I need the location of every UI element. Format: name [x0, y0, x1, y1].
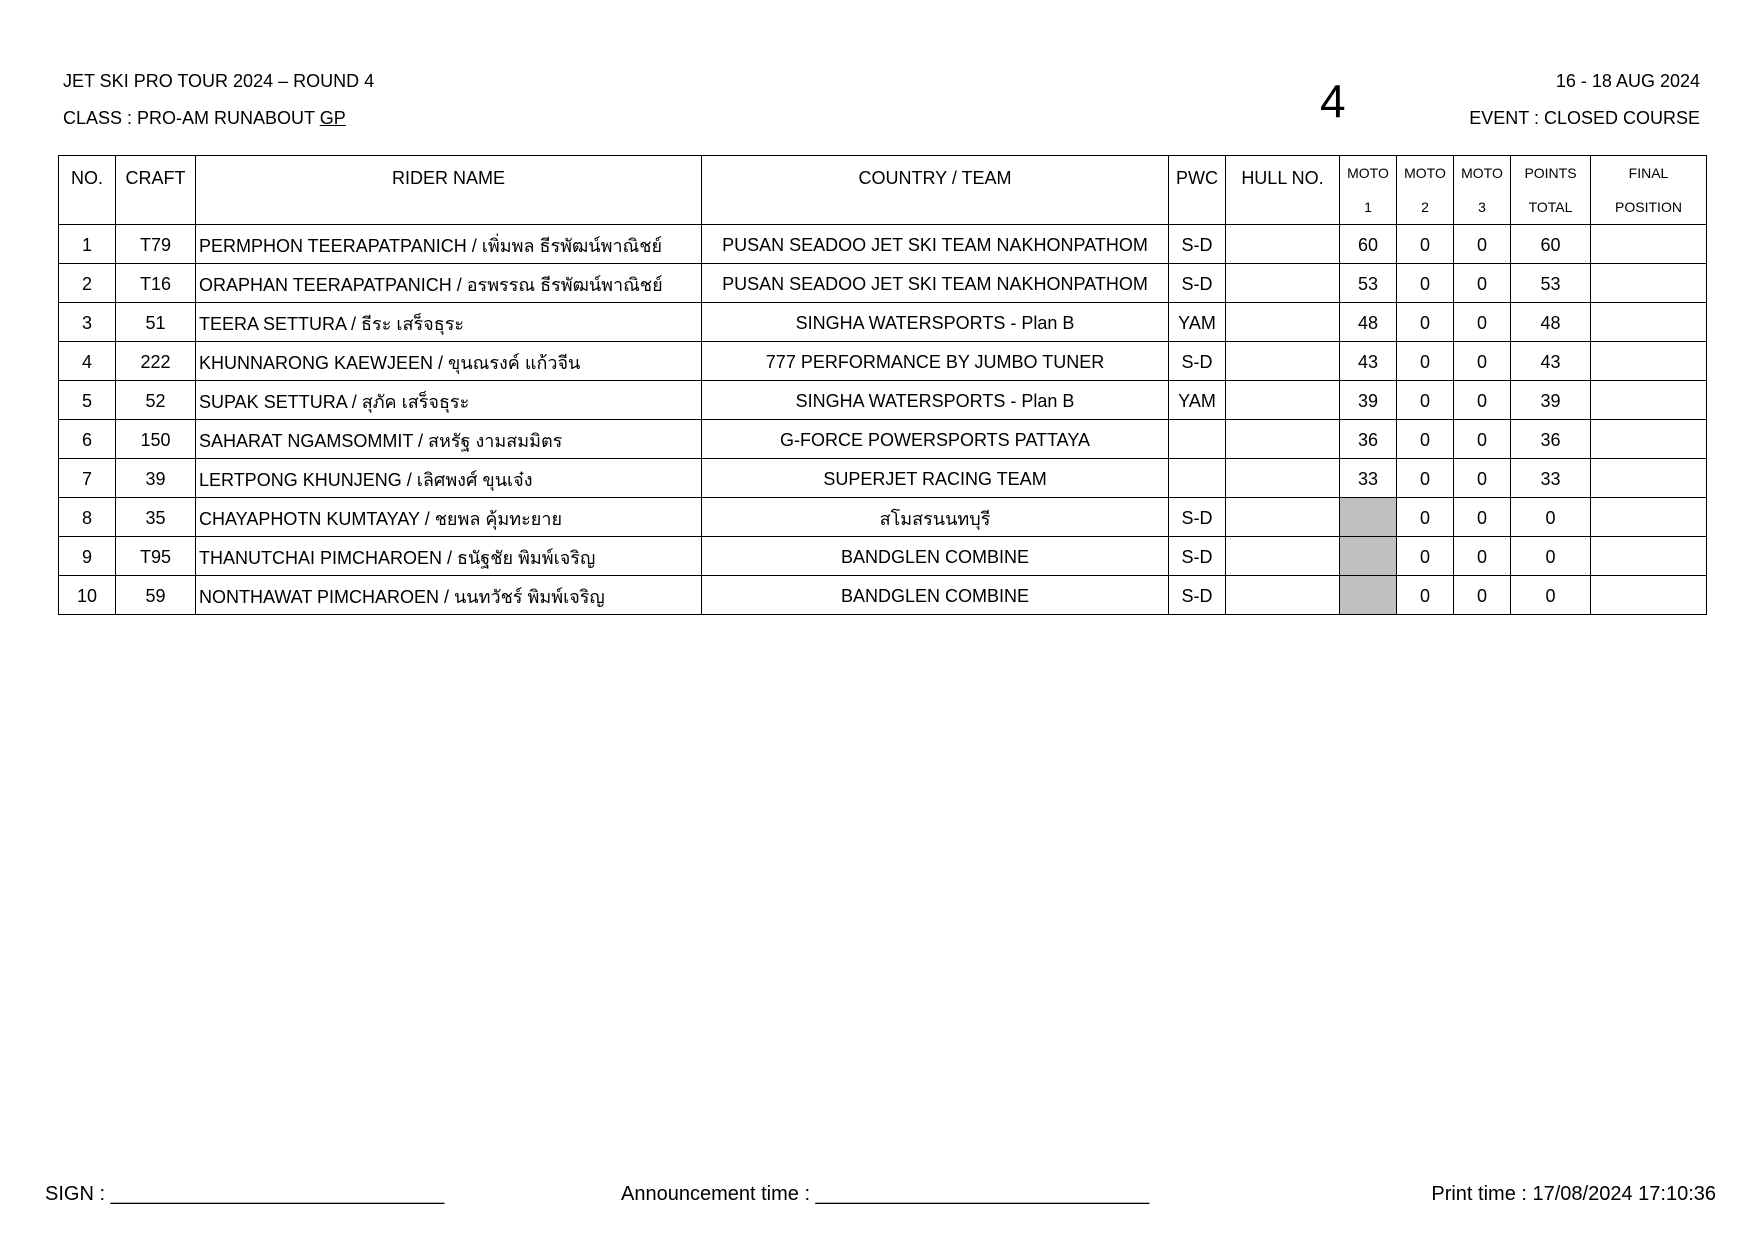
cell-hull-no: [1226, 225, 1340, 264]
cell-craft: T95: [116, 537, 196, 576]
cell-final-position: [1591, 225, 1707, 264]
cell-hull-no: [1226, 381, 1340, 420]
cell-no: 8: [59, 498, 116, 537]
cell-pwc: S-D: [1169, 225, 1226, 264]
cell-moto3: 0: [1454, 342, 1511, 381]
cell-team: 777 PERFORMANCE BY JUMBO TUNER: [702, 342, 1169, 381]
cell-hull-no: [1226, 303, 1340, 342]
cell-team: PUSAN SEADOO JET SKI TEAM NAKHONPATHOM: [702, 225, 1169, 264]
cell-moto3: 0: [1454, 381, 1511, 420]
cell-hull-no: [1226, 576, 1340, 615]
cell-final-position: [1591, 264, 1707, 303]
cell-final-position: [1591, 420, 1707, 459]
results-body: [59, 225, 1707, 615]
event-date: 16 - 18 AUG 2024: [1555, 71, 1700, 91]
cell-craft: 150: [116, 420, 196, 459]
cell-pwc: S-D: [1169, 342, 1226, 381]
col-header-points-line2: TOTAL: [1528, 199, 1573, 215]
cell-rider-name: PERMPHON TEERAPATPANICH / เพิ่มพล ธีรพัฒน์พาณิชย์: [196, 225, 702, 264]
cell-moto1: 36: [1340, 420, 1397, 459]
col-header-moto2-line1: MOTO: [1404, 165, 1446, 181]
table-row: [59, 498, 1707, 537]
cell-pwc: [1169, 459, 1226, 498]
event-title: JET SKI PRO TOUR 2024 – ROUND 4: [63, 71, 375, 91]
cell-final-position: [1591, 537, 1707, 576]
class-gp: GP: [319, 108, 346, 128]
cell-team: SINGHA WATERSPORTS - Plan B: [702, 303, 1169, 342]
cell-craft: 51: [116, 303, 196, 342]
col-header-rider: RIDER NAME: [196, 156, 702, 225]
cell-hull-no: [1226, 264, 1340, 303]
cell-moto3: 0: [1454, 537, 1511, 576]
cell-no: 4: [59, 342, 116, 381]
cell-rider-name: TEERA SETTURA / ธีระ เสร็จธุระ: [196, 303, 702, 342]
cell-moto2: 0: [1397, 342, 1454, 381]
cell-rider-name: SUPAK SETTURA / สุภัค เสร็จธุระ: [196, 381, 702, 420]
cell-moto3: 0: [1454, 225, 1511, 264]
cell-moto1: 60: [1340, 225, 1397, 264]
col-header-no: NO.: [59, 156, 116, 225]
col-header-final-line2: POSITION: [1615, 199, 1682, 215]
table-row: [59, 420, 1707, 459]
cell-moto2: 0: [1397, 225, 1454, 264]
cell-craft: 35: [116, 498, 196, 537]
table-row: [59, 303, 1707, 342]
col-header-moto1-line1: MOTO: [1347, 165, 1389, 181]
cell-team: SINGHA WATERSPORTS - Plan B: [702, 381, 1169, 420]
cell-team: สโมสรนนทบุรี: [702, 498, 1169, 537]
cell-moto2: 0: [1397, 420, 1454, 459]
cell-moto1: [1340, 576, 1397, 615]
cell-craft: 39: [116, 459, 196, 498]
announcement-time-line: Announcement time : ______________________________: [621, 1183, 1150, 1205]
cell-hull-no: [1226, 459, 1340, 498]
cell-points-total: 0: [1511, 498, 1591, 537]
cell-team: BANDGLEN COMBINE: [702, 537, 1169, 576]
cell-points-total: 0: [1511, 537, 1591, 576]
col-header-craft: CRAFT: [116, 156, 196, 225]
cell-moto2: 0: [1397, 498, 1454, 537]
col-header-moto3-line2: 3: [1478, 199, 1486, 215]
cell-moto3: 0: [1454, 303, 1511, 342]
cell-moto1: 33: [1340, 459, 1397, 498]
cell-team: SUPERJET RACING TEAM: [702, 459, 1169, 498]
table-row: [59, 342, 1707, 381]
cell-moto3: 0: [1454, 576, 1511, 615]
col-header-moto2: [1397, 156, 1454, 225]
cell-rider-name: CHAYAPHOTN KUMTAYAY / ชยพล คุ้มทะยาย: [196, 498, 702, 537]
col-header-final-position: [1591, 156, 1707, 225]
round-number: 4: [1320, 75, 1346, 127]
cell-rider-name: SAHARAT NGAMSOMMIT / สหรัฐ งามสมมิตร: [196, 420, 702, 459]
table-row: [59, 225, 1707, 264]
cell-pwc: S-D: [1169, 537, 1226, 576]
cell-final-position: [1591, 576, 1707, 615]
event-type: EVENT : CLOSED COURSE: [1469, 108, 1700, 128]
col-header-moto1-line2: 1: [1364, 199, 1372, 215]
cell-points-total: 39: [1511, 381, 1591, 420]
cell-rider-name: LERTPONG KHUNJENG / เลิศพงศ์ ขุนเจ๋ง: [196, 459, 702, 498]
cell-craft: 52: [116, 381, 196, 420]
col-header-points-total: [1511, 156, 1591, 225]
table-row: [59, 576, 1707, 615]
cell-rider-name: NONTHAWAT PIMCHAROEN / นนทวัชร์ พิมพ์เจริญ: [196, 576, 702, 615]
cell-no: 5: [59, 381, 116, 420]
cell-no: 6: [59, 420, 116, 459]
sign-line: SIGN : ______________________________: [45, 1183, 445, 1205]
cell-no: 1: [59, 225, 116, 264]
cell-final-position: [1591, 498, 1707, 537]
table-row: [59, 537, 1707, 576]
cell-moto2: 0: [1397, 264, 1454, 303]
cell-points-total: 33: [1511, 459, 1591, 498]
table-header-row: [59, 156, 1707, 225]
cell-moto3: 0: [1454, 264, 1511, 303]
cell-points-total: 36: [1511, 420, 1591, 459]
cell-moto3: 0: [1454, 498, 1511, 537]
col-header-team: COUNTRY / TEAM: [702, 156, 1169, 225]
cell-moto2: 0: [1397, 576, 1454, 615]
cell-points-total: 53: [1511, 264, 1591, 303]
cell-hull-no: [1226, 420, 1340, 459]
cell-moto1: 43: [1340, 342, 1397, 381]
cell-moto3: 0: [1454, 459, 1511, 498]
table-row: [59, 264, 1707, 303]
col-header-moto2-line2: 2: [1421, 199, 1429, 215]
cell-moto1: [1340, 498, 1397, 537]
col-header-final-line1: FINAL: [1628, 165, 1669, 181]
cell-pwc: S-D: [1169, 264, 1226, 303]
cell-no: 2: [59, 264, 116, 303]
results-table: [58, 155, 1707, 615]
cell-points-total: 60: [1511, 225, 1591, 264]
cell-no: 7: [59, 459, 116, 498]
col-header-moto3-line1: MOTO: [1461, 165, 1503, 181]
cell-craft: T16: [116, 264, 196, 303]
cell-hull-no: [1226, 342, 1340, 381]
cell-no: 9: [59, 537, 116, 576]
cell-pwc: YAM: [1169, 303, 1226, 342]
col-header-points-line1: POINTS: [1524, 165, 1577, 181]
cell-hull-no: [1226, 498, 1340, 537]
cell-pwc: S-D: [1169, 576, 1226, 615]
cell-moto1: 39: [1340, 381, 1397, 420]
cell-points-total: 0: [1511, 576, 1591, 615]
cell-pwc: [1169, 420, 1226, 459]
cell-moto1: 53: [1340, 264, 1397, 303]
cell-moto2: 0: [1397, 537, 1454, 576]
cell-hull-no: [1226, 537, 1340, 576]
cell-team: BANDGLEN COMBINE: [702, 576, 1169, 615]
cell-moto2: 0: [1397, 459, 1454, 498]
cell-final-position: [1591, 342, 1707, 381]
cell-rider-name: KHUNNARONG KAEWJEEN / ขุนณรงค์ แก้วจีน: [196, 342, 702, 381]
cell-final-position: [1591, 381, 1707, 420]
cell-craft: T79: [116, 225, 196, 264]
cell-moto3: 0: [1454, 420, 1511, 459]
print-time: Print time : 17/08/2024 17:10:36: [1431, 1183, 1716, 1205]
cell-final-position: [1591, 303, 1707, 342]
cell-pwc: S-D: [1169, 498, 1226, 537]
cell-points-total: 43: [1511, 342, 1591, 381]
table-row: [59, 381, 1707, 420]
cell-points-total: 48: [1511, 303, 1591, 342]
cell-craft: 59: [116, 576, 196, 615]
class-prefix: CLASS : PRO-AM RUNABOUT: [63, 108, 320, 128]
cell-rider-name: THANUTCHAI PIMCHAROEN / ธนัฐชัย พิมพ์เจริญ: [196, 537, 702, 576]
cell-moto2: 0: [1397, 381, 1454, 420]
cell-no: 10: [59, 576, 116, 615]
cell-team: G-FORCE POWERSPORTS PATTAYA: [702, 420, 1169, 459]
col-header-moto3: [1454, 156, 1511, 225]
class-label: [63, 108, 346, 129]
col-header-moto1: [1340, 156, 1397, 225]
cell-pwc: YAM: [1169, 381, 1226, 420]
col-header-pwc: PWC: [1169, 156, 1226, 225]
cell-rider-name: ORAPHAN TEERAPATPANICH / อรพรรณ ธีรพัฒน์พาณิชย์: [196, 264, 702, 303]
cell-team: PUSAN SEADOO JET SKI TEAM NAKHONPATHOM: [702, 264, 1169, 303]
table-row: [59, 459, 1707, 498]
cell-no: 3: [59, 303, 116, 342]
cell-craft: 222: [116, 342, 196, 381]
cell-moto1: 48: [1340, 303, 1397, 342]
cell-final-position: [1591, 459, 1707, 498]
cell-moto2: 0: [1397, 303, 1454, 342]
cell-moto1: [1340, 537, 1397, 576]
col-header-hull: HULL NO.: [1226, 156, 1340, 225]
